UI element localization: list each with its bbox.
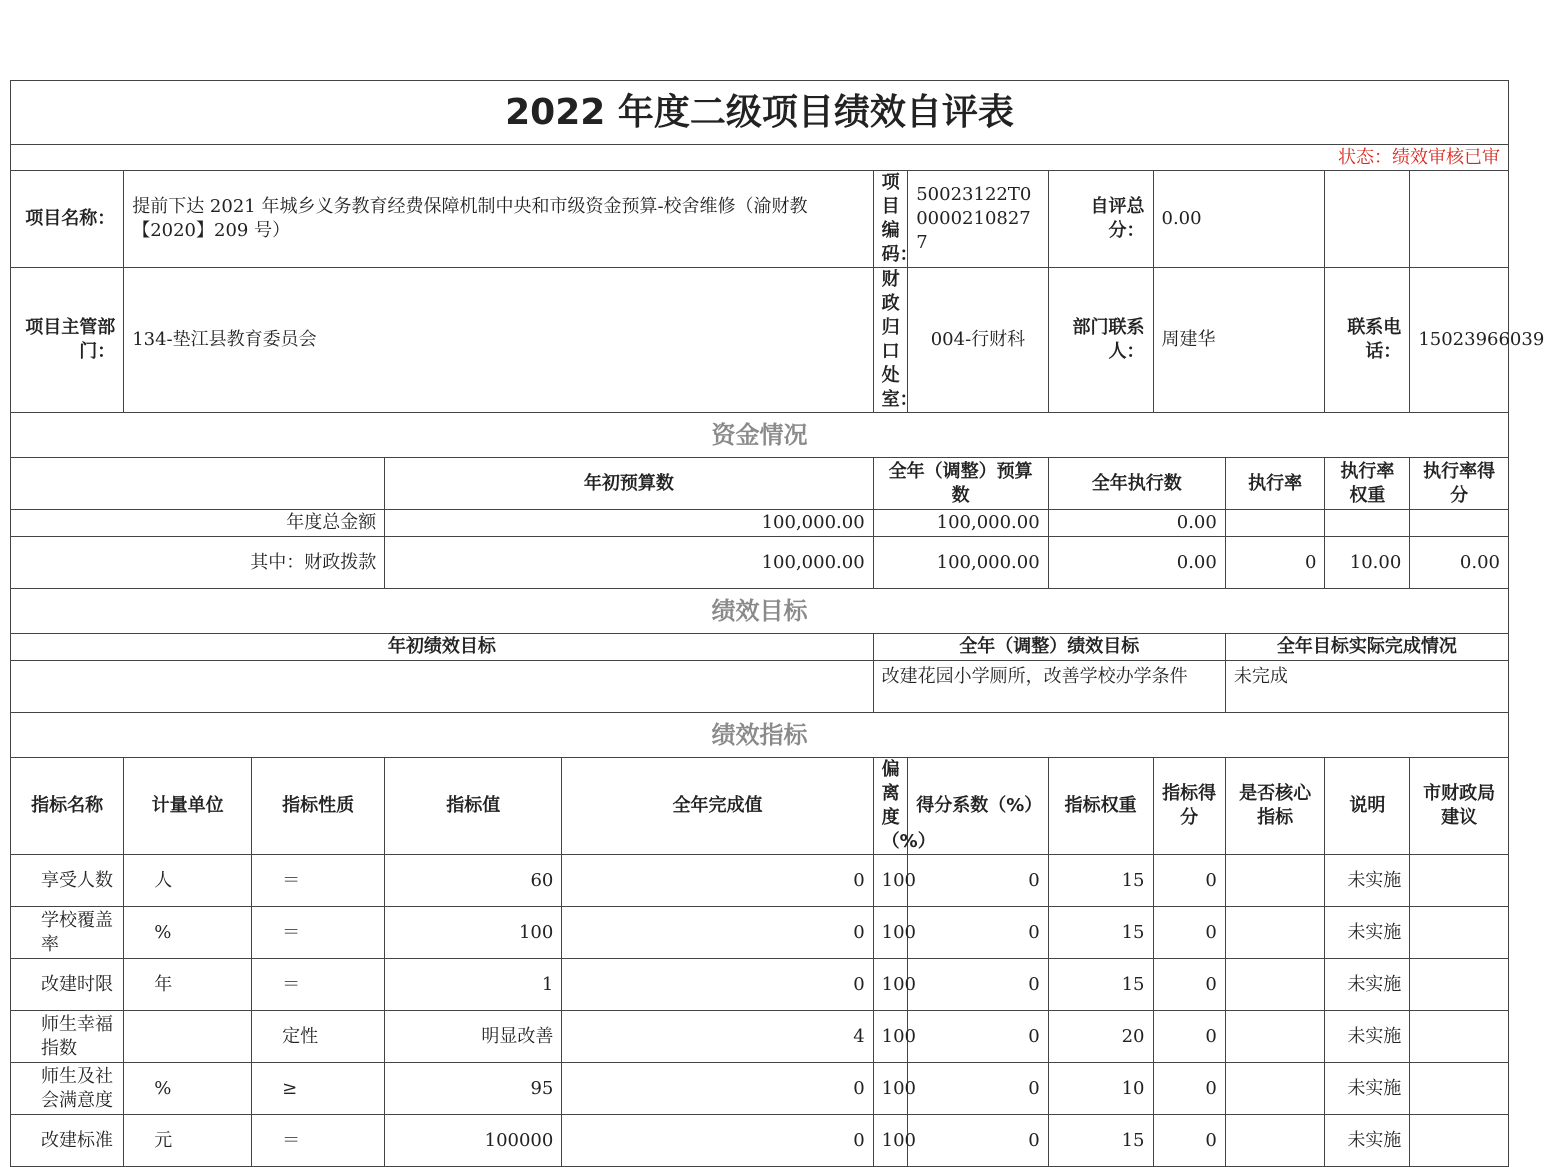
ind-cell-value: 100000: [385, 1115, 562, 1167]
funds-row-label: 其中：财政拨款: [11, 537, 385, 589]
funds-row-rate: 0: [1225, 537, 1325, 589]
ind-cell-advice: [1410, 855, 1509, 907]
ind-cell-deviation: 100: [873, 907, 908, 959]
ind-header-value: 指标值: [385, 758, 562, 855]
ind-cell-unit: 年: [124, 959, 252, 1011]
ind-cell-weight: 15: [1048, 855, 1153, 907]
ind-cell-core: [1225, 907, 1325, 959]
ind-cell-deviation: 100: [873, 959, 908, 1011]
funds-row-label: 年度总金额: [11, 510, 385, 537]
ind-cell-unit: %: [124, 1063, 252, 1115]
indicators-heading: 绩效指标: [11, 713, 1509, 758]
ind-cell-value: 95: [385, 1063, 562, 1115]
ind-cell-nature: ≥: [252, 1063, 385, 1115]
self-score: 0.00: [1153, 171, 1325, 268]
ind-cell-nature: 定性: [252, 1011, 385, 1063]
indicator-row: [11, 907, 1509, 959]
funds-row-executed: 0.00: [1048, 537, 1225, 589]
goals-adjusted: 改建花园小学厕所，改善学校办学条件: [873, 661, 1225, 713]
ind-header-weight: 指标权重: [1048, 758, 1153, 855]
ind-cell-value: 100: [385, 907, 562, 959]
ind-cell-core: [1225, 1011, 1325, 1063]
ind-cell-unit: %: [124, 907, 252, 959]
ind-header-completed: 全年完成值: [562, 758, 873, 855]
ind-header-nature: 指标性质: [252, 758, 385, 855]
ind-cell-deviation: 100: [873, 1063, 908, 1115]
ind-cell-completed: 0: [562, 1063, 873, 1115]
ind-header-unit: 计量单位: [124, 758, 252, 855]
ind-cell-score: 0: [1153, 907, 1225, 959]
ind-cell-unit: 元: [124, 1115, 252, 1167]
ind-cell-core: [1225, 855, 1325, 907]
goals-header-actual: 全年目标实际完成情况: [1225, 634, 1508, 661]
funds-header-rate-score: 执行率得分: [1410, 458, 1509, 510]
ind-cell-unit: 人: [124, 855, 252, 907]
indicator-row: [11, 959, 1509, 1011]
funds-row-rate: [1225, 510, 1325, 537]
ind-cell-completed: 0: [562, 1115, 873, 1167]
ind-header-name: 指标名称: [11, 758, 124, 855]
performance-evaluation-table: [10, 80, 1544, 1167]
ind-cell-score: 0: [1153, 959, 1225, 1011]
phone: 15023966039: [1410, 268, 1509, 413]
ind-cell-name: 改建标准: [11, 1115, 124, 1167]
ind-header-core: 是否核心指标: [1225, 758, 1325, 855]
ind-header-coefficient: 得分系数（%）: [908, 758, 1048, 855]
ind-cell-nature: ＝: [252, 1115, 385, 1167]
funds-header-executed: 全年执行数: [1048, 458, 1225, 510]
ind-cell-core: [1225, 1115, 1325, 1167]
ind-cell-completed: 0: [562, 907, 873, 959]
funds-row-rate-score: [1410, 510, 1509, 537]
ind-cell-coefficient: 0: [908, 907, 1048, 959]
goals-heading: 绩效目标: [11, 589, 1509, 634]
status-label: 状态：绩效审核已审: [11, 145, 1509, 171]
empty-cell: [1410, 171, 1509, 268]
project-code-label: 项目编码：: [873, 171, 908, 268]
ind-cell-coefficient: 0: [908, 1063, 1048, 1115]
funds-row-initial: 100,000.00: [385, 537, 873, 589]
ind-cell-completed: 0: [562, 855, 873, 907]
ind-cell-unit: [124, 1011, 252, 1063]
ind-cell-note: 未实施: [1325, 1063, 1410, 1115]
ind-cell-note: 未实施: [1325, 907, 1410, 959]
ind-cell-value: 1: [385, 959, 562, 1011]
ind-cell-advice: [1410, 959, 1509, 1011]
ind-header-score: 指标得分: [1153, 758, 1225, 855]
ind-cell-coefficient: 0: [908, 1011, 1048, 1063]
funds-header-rate: 执行率: [1225, 458, 1325, 510]
ind-cell-weight: 15: [1048, 959, 1153, 1011]
ind-cell-score: 0: [1153, 855, 1225, 907]
empty-cell: [1325, 171, 1410, 268]
funds-row-rate-score: 0.00: [1410, 537, 1509, 589]
ind-cell-note: 未实施: [1325, 1115, 1410, 1167]
contact: 周建华: [1153, 268, 1325, 413]
funds-header-rate-weight: 执行率权重: [1325, 458, 1410, 510]
ind-cell-coefficient: 0: [908, 855, 1048, 907]
funds-row-rate-weight: 10.00: [1325, 537, 1410, 589]
ind-cell-deviation: 100: [873, 1011, 908, 1063]
ind-cell-advice: [1410, 1115, 1509, 1167]
ind-header-deviation: 偏离度（%）: [873, 758, 908, 855]
ind-cell-deviation: 100: [873, 1115, 908, 1167]
goals-initial: [11, 661, 874, 713]
dept: 134-垫江县教育委员会: [124, 268, 873, 413]
phone-label: 联系电话：: [1325, 268, 1410, 413]
ind-cell-name: 学校覆盖率: [11, 907, 124, 959]
goals-actual: 未完成: [1225, 661, 1508, 713]
ind-header-note: 说明: [1325, 758, 1410, 855]
ind-cell-name: 师生幸福指数: [11, 1011, 124, 1063]
funds-row-adjusted: 100,000.00: [873, 510, 1048, 537]
ind-cell-core: [1225, 1063, 1325, 1115]
contact-label: 部门联系人：: [1048, 268, 1153, 413]
funds-header-adjusted: 全年（调整）预算数: [873, 458, 1048, 510]
finance-office: 004-行财科: [908, 268, 1048, 413]
indicator-row: [11, 855, 1509, 907]
ind-cell-core: [1225, 959, 1325, 1011]
dept-label: 项目主管部门：: [11, 268, 124, 413]
indicator-row: [11, 1063, 1509, 1115]
funds-row-initial: 100,000.00: [385, 510, 873, 537]
ind-cell-weight: 15: [1048, 1115, 1153, 1167]
funds-row-executed: 0.00: [1048, 510, 1225, 537]
ind-cell-name: 改建时限: [11, 959, 124, 1011]
indicator-row: [11, 1115, 1509, 1167]
ind-cell-value: 60: [385, 855, 562, 907]
ind-cell-nature: ＝: [252, 855, 385, 907]
ind-cell-advice: [1410, 1063, 1509, 1115]
ind-cell-name: 师生及社会满意度: [11, 1063, 124, 1115]
finance-office-label: 财政归口处室：: [873, 268, 908, 413]
ind-cell-advice: [1410, 1011, 1509, 1063]
ind-cell-completed: 4: [562, 1011, 873, 1063]
ind-cell-note: 未实施: [1325, 959, 1410, 1011]
funds-row-adjusted: 100,000.00: [873, 537, 1048, 589]
goals-header-adjusted: 全年（调整）绩效目标: [873, 634, 1225, 661]
ind-cell-score: 0: [1153, 1063, 1225, 1115]
page-title: 2022 年度二级项目绩效自评表: [11, 81, 1509, 145]
ind-cell-score: 0: [1153, 1115, 1225, 1167]
ind-cell-deviation: 100: [873, 855, 908, 907]
ind-cell-nature: ＝: [252, 959, 385, 1011]
indicator-row: [11, 1011, 1509, 1063]
ind-cell-note: 未实施: [1325, 855, 1410, 907]
funds-heading: 资金情况: [11, 413, 1509, 458]
ind-cell-value: 明显改善: [385, 1011, 562, 1063]
project-name-label: 项目名称：: [11, 171, 124, 268]
ind-cell-coefficient: 0: [908, 959, 1048, 1011]
funds-header-empty: [11, 458, 385, 510]
ind-cell-note: 未实施: [1325, 1011, 1410, 1063]
ind-header-advice: 市财政局建议: [1410, 758, 1509, 855]
project-name: 提前下达 2021 年城乡义务教育经费保障机制中央和市级资金预算-校舍维修（渝财教【2020】209 号）: [124, 171, 873, 268]
funds-header-initial: 年初预算数: [385, 458, 873, 510]
goals-header-initial: 年初绩效目标: [11, 634, 874, 661]
funds-row-rate-weight: [1325, 510, 1410, 537]
ind-cell-coefficient: 0: [908, 1115, 1048, 1167]
ind-cell-score: 0: [1153, 1011, 1225, 1063]
self-score-label: 自评总分：: [1048, 171, 1153, 268]
ind-cell-nature: ＝: [252, 907, 385, 959]
ind-cell-advice: [1410, 907, 1509, 959]
project-code: 50023122T000002108277: [908, 171, 1048, 268]
ind-cell-name: 享受人数: [11, 855, 124, 907]
ind-cell-completed: 0: [562, 959, 873, 1011]
ind-cell-weight: 10: [1048, 1063, 1153, 1115]
ind-cell-weight: 15: [1048, 907, 1153, 959]
ind-cell-weight: 20: [1048, 1011, 1153, 1063]
